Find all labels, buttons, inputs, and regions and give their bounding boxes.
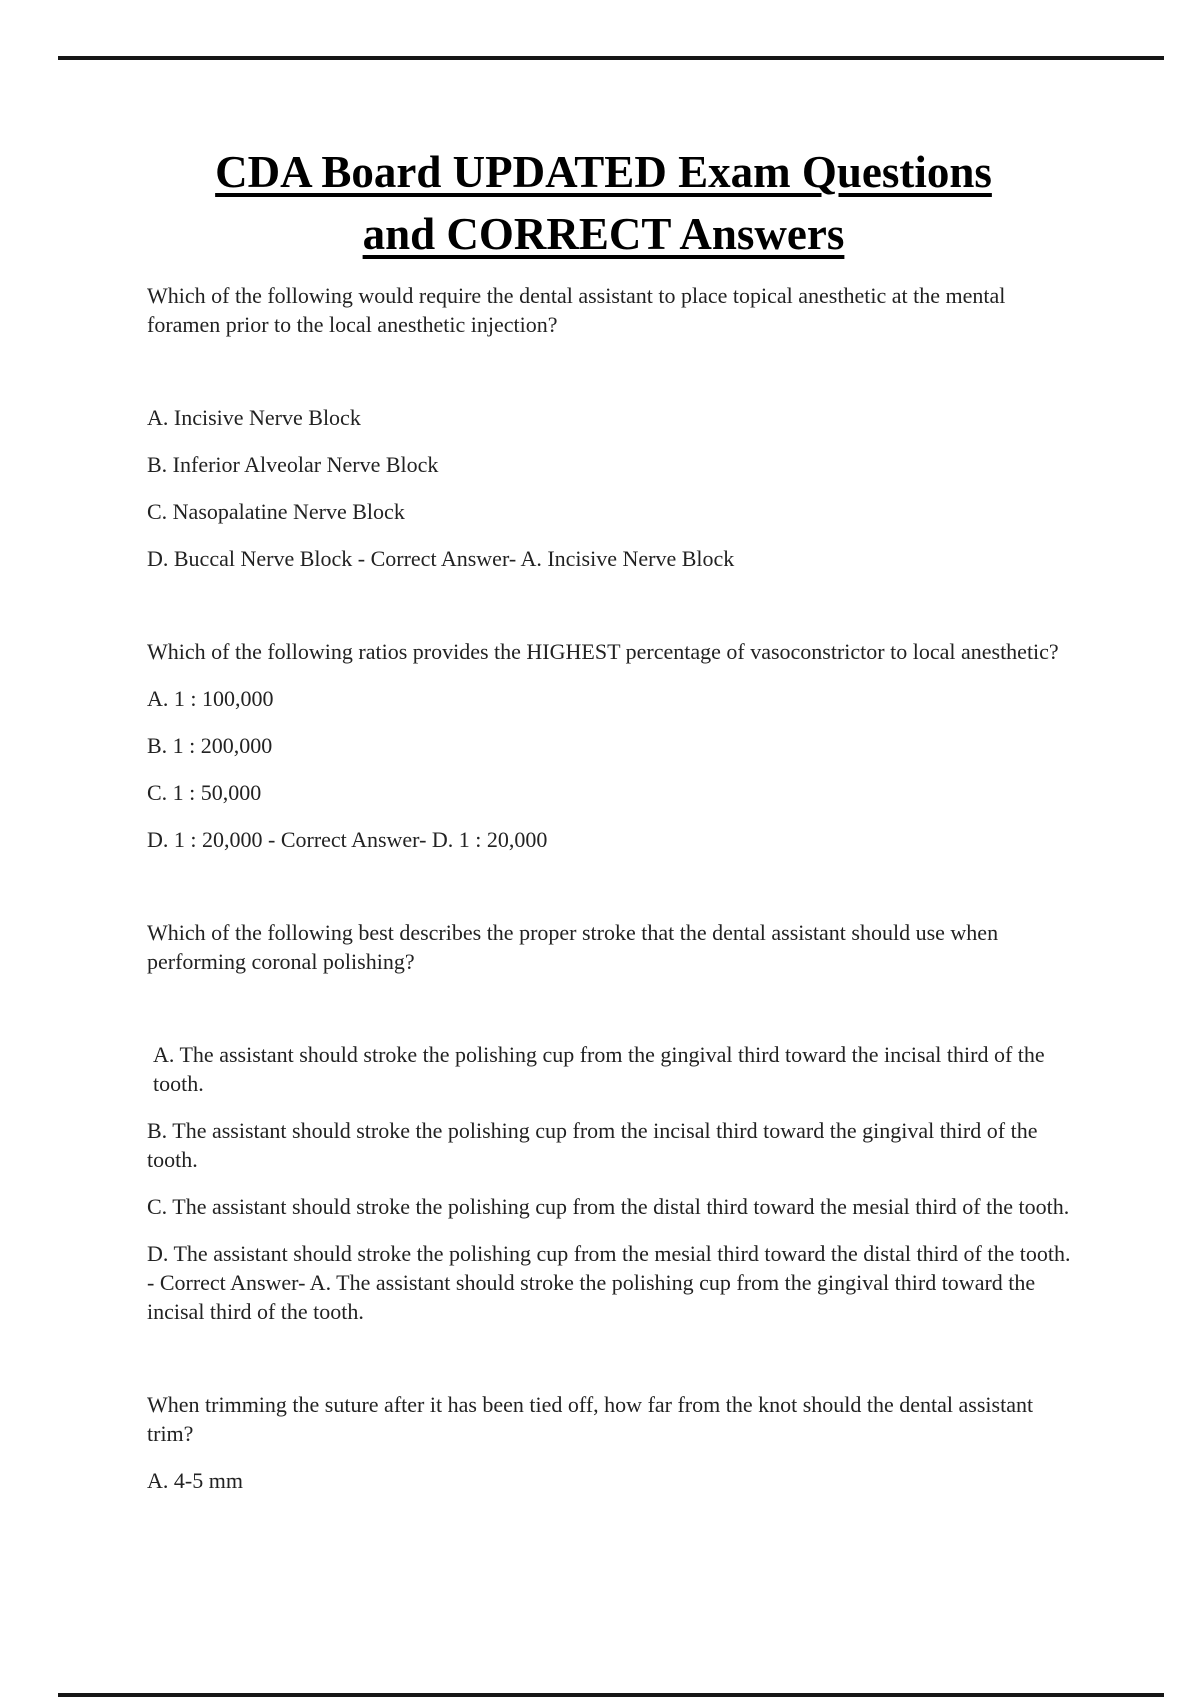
- question-3-option-d-with-answer: D. The assistant should stroke the polishing cup from the mesial third toward the distal third of the tooth. - Correct Answer- A. The assistant should stroke the polishing cup from the gingival third toward the incisal third of the tooth.: [147, 1241, 1071, 1324]
- question-2-option-d-with-answer: D. 1 : 20,000 - Correct Answer- D. 1 : 20,000: [147, 827, 548, 852]
- question-4-option-a: A. 4-5 mm: [147, 1468, 243, 1493]
- question-1-option-c: C. Nasopalatine Nerve Block: [147, 499, 405, 524]
- question-3-text: Which of the following best describes the proper stroke that the dental assistant should use when performing coronal polishing?: [147, 920, 999, 974]
- question-3-option-b: B. The assistant should stroke the polishing cup from the incisal third toward the gingival third of the tooth.: [147, 1118, 1038, 1172]
- top-rule: [58, 56, 1164, 60]
- question-3-option-a: A. The assistant should stroke the polishing cup from the gingival third toward the incisal third of the tooth.: [153, 1042, 1045, 1096]
- question-2-option-b: B. 1 : 200,000: [147, 733, 273, 758]
- document-body: [147, 281, 1079, 1513]
- question-4-text: When trimming the suture after it has been tied off, how far from the knot should the dental assistant trim?: [147, 1392, 1034, 1446]
- document-title-line-1: CDA Board UPDATED Exam Questions: [215, 147, 992, 197]
- document-title-line-2: and CORRECT Answers: [362, 209, 845, 259]
- question-2-text: Which of the following ratios provides the HIGHEST percentage of vasoconstrictor to local anesthetic?: [147, 639, 1059, 664]
- question-block-1: [147, 281, 1079, 573]
- question-1-text: Which of the following would require the dental assistant to place topical anesthetic at the mental foramen prior to the local anesthetic injection?: [147, 283, 1006, 337]
- document-title: [140, 141, 1067, 265]
- bottom-rule: [58, 1693, 1164, 1697]
- question-block-2: [147, 637, 1079, 854]
- question-1-option-a: A. Incisive Nerve Block: [147, 405, 361, 430]
- question-1-option-b: B. Inferior Alveolar Nerve Block: [147, 452, 439, 477]
- question-block-4: [147, 1390, 1079, 1495]
- question-1-option-d-with-answer: D. Buccal Nerve Block - Correct Answer- A. Incisive Nerve Block: [147, 546, 735, 571]
- question-2-option-a: A. 1 : 100,000: [147, 686, 274, 711]
- question-block-3: [147, 918, 1079, 1326]
- question-2-option-c: C. 1 : 50,000: [147, 780, 262, 805]
- question-3-option-c: C. The assistant should stroke the polishing cup from the distal third toward the mesial third of the tooth.: [147, 1194, 1070, 1219]
